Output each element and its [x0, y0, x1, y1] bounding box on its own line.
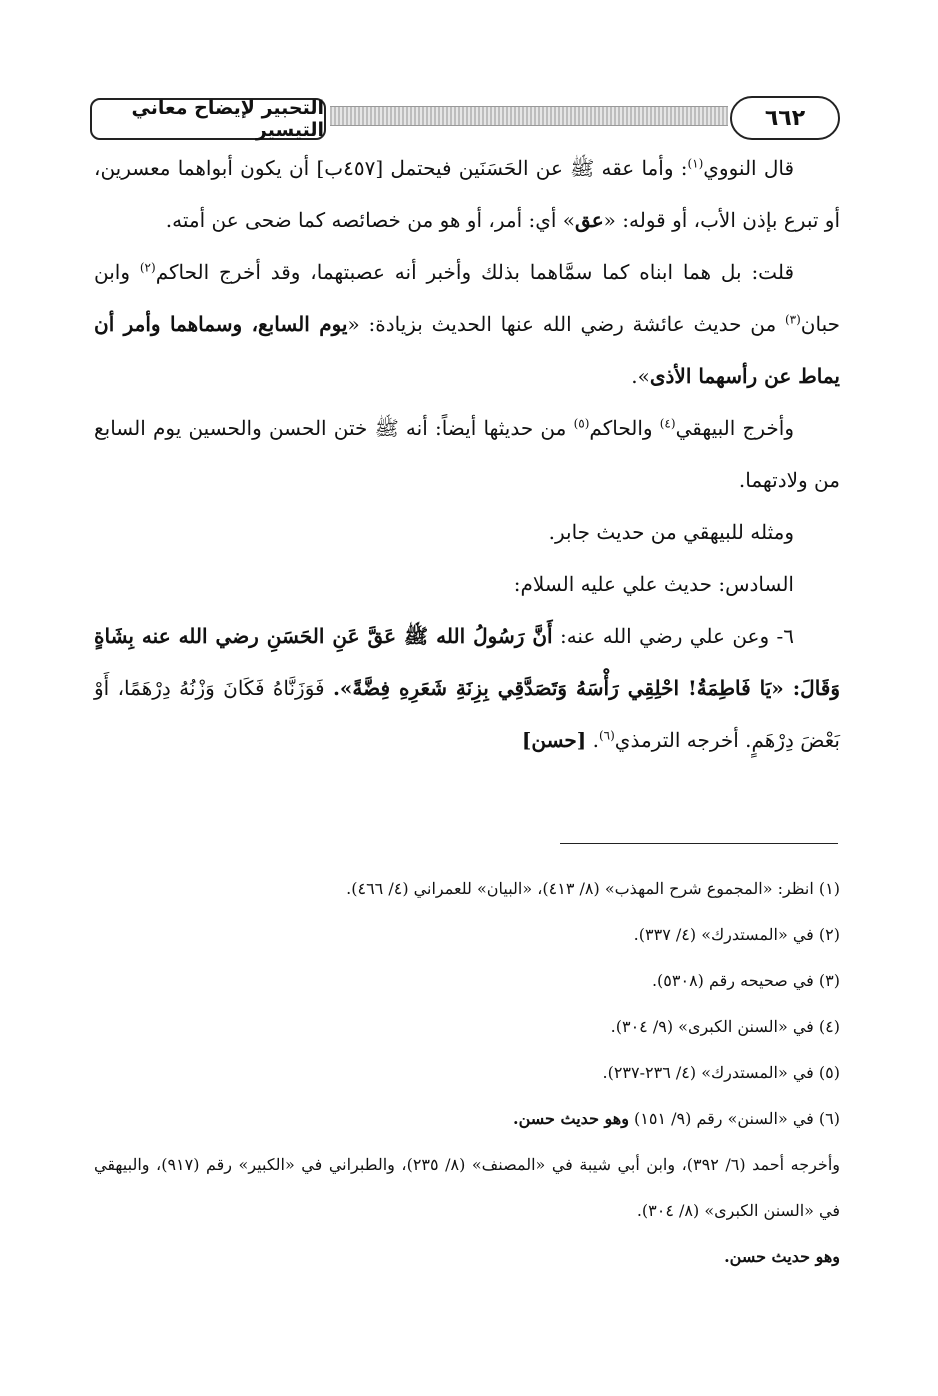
text-segment: قال النووي	[703, 156, 794, 180]
page-number-box	[730, 96, 840, 140]
text-segment: السادس: حديث علي عليه السلام:	[513, 572, 794, 596]
paragraph-p2	[94, 246, 840, 402]
paragraph-p1	[94, 142, 840, 246]
footnote-n2	[94, 912, 840, 958]
text-segment: [حسن]	[521, 728, 587, 752]
text-segment: وهو حديث حسن.	[513, 1109, 629, 1128]
footnote-n1	[94, 866, 840, 912]
text-segment: وهو حديث حسن.	[724, 1247, 840, 1266]
text-segment: (٥) في «المستدرك» (٤/ ٢٣٦-٢٣٧).	[602, 1063, 840, 1082]
footnote-marker: (١)	[687, 156, 704, 171]
footnote-n8	[94, 1234, 840, 1280]
footnote-n5	[94, 1050, 840, 1096]
text-segment: : وأما عقه ﷺ عن الحَسَنَين فيحتمل [٤٥٧ب] أن يكون أبواهما معسرين، أو تبرع بإذن الأب، أو قوله: «	[94, 156, 840, 232]
main-text	[94, 142, 840, 766]
text-segment: ٦- وعن علي رضي الله عنه:	[552, 624, 794, 648]
text-segment: والحاكم	[589, 416, 660, 440]
text-segment: يوم السابع، وسماهما وأمر أن يماط عن رأسهما الأذى	[94, 312, 840, 388]
footnote-marker: (٢)	[139, 260, 156, 275]
text-segment: ومثله للبيهقي من حديث جابر.	[548, 520, 794, 544]
footnotes	[94, 866, 840, 1280]
footnote-marker: (٥)	[573, 416, 590, 431]
text-segment: من حديثها أيضاً: أنه ﷺ ختن الحسن والحسين يوم السابع من ولادتهما.	[94, 416, 840, 492]
footnote-marker: (٤)	[659, 416, 676, 431]
text-segment: » أي: أمر، أو هو من خصائصه كما ضحى عن أمته.	[165, 208, 576, 232]
text-segment: وأخرج البيهقي	[675, 416, 795, 440]
text-segment: (٢) في «المستدرك» (٤/ ٣٣٧).	[633, 925, 840, 944]
footnote-marker: (٦)	[598, 728, 615, 743]
paragraph-p6	[94, 610, 840, 766]
page-number: ٦٦٢	[764, 105, 806, 131]
book-title: التحبير لإيضاح معاني التيسير	[131, 97, 324, 141]
paragraph-p5	[94, 558, 840, 610]
text-segment: وأخرجه أحمد (٦/ ٣٩٢)، وابن أبي شيبة في «المصنف» (٨/ ٢٣٥)، والطبراني في «الكبير» رقم (٩١٧)، والبيهقي في «السنن الكبرى» (٨/ ٣٠٤).	[94, 1155, 840, 1220]
text-segment: (٦) في «السنن» رقم (٩/ ١٥١)	[628, 1109, 840, 1128]
text-segment: من حديث عائشة رضي الله عنها الحديث بزيادة: «	[347, 312, 785, 336]
text-segment: .	[586, 728, 599, 752]
footnote-n4	[94, 1004, 840, 1050]
footnote-separator	[560, 843, 838, 844]
text-segment: (٤) في «السنن الكبرى» (٩/ ٣٠٤).	[610, 1017, 840, 1036]
footnote-n6	[94, 1096, 840, 1142]
text-segment: وابن حبان	[94, 260, 840, 336]
header-ornament-band	[330, 106, 728, 126]
book-title-box	[90, 98, 326, 140]
text-segment: قلت: بل هما ابناه كما سمَّاهما بذلك وأخبر أنه عصبتهما، وقد أخرج الحاكم	[155, 260, 794, 284]
paragraph-p3	[94, 402, 840, 506]
text-segment: عق	[575, 208, 604, 232]
footnote-n7	[94, 1142, 840, 1234]
text-segment: أَنَّ رَسُولُ الله ﷺ عَقَّ عَنِ الحَسَنِ رضي الله عنه بِشَاةٍ وَقَالَ: «يَا فَاطِمَةُ! احْلِقِي رَأْسَهُ وَتَصَدَّقِي بِزِنَةِ شَعَرِهِ فِضَّةً».	[94, 624, 841, 700]
text-segment: ».	[631, 364, 650, 388]
footnote-marker: (٣)	[784, 312, 801, 327]
text-segment: (٣) في صحيحه رقم (٥٣٠٨).	[651, 971, 840, 990]
text-segment: فَوَزَنَّاهُ فَكَانَ وَزْنُهُ دِرْهَمًا، أَوْ بَعْضَ دِرْهَمٍ. أخرجه الترمذي	[94, 676, 840, 752]
page-header	[90, 94, 840, 144]
paragraph-p4	[94, 506, 840, 558]
text-segment: (١) انظر: «المجموع شرح المهذب» (٨/ ٤١٣)، «البيان» للعمراني (٤/ ٤٦٦).	[346, 879, 840, 898]
footnote-n3	[94, 958, 840, 1004]
